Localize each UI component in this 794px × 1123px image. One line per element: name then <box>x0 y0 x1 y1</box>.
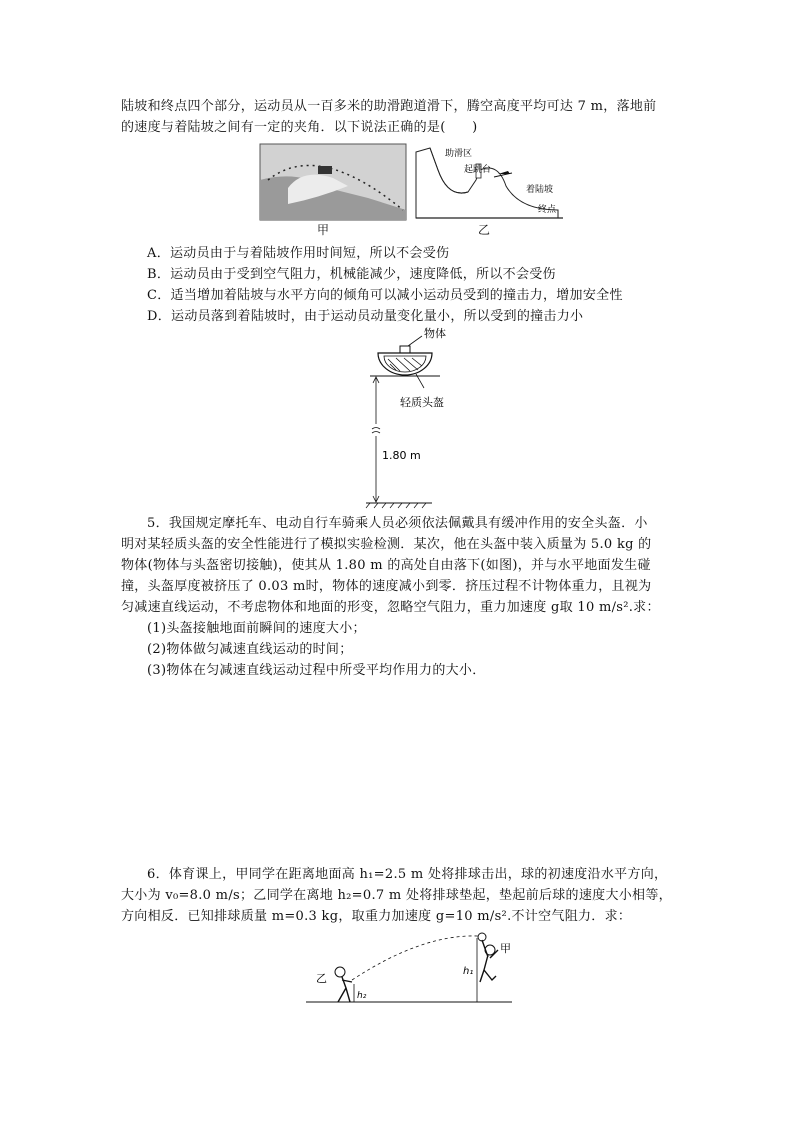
label-jia: 甲 <box>500 942 511 955</box>
object-block <box>400 346 410 353</box>
q6-line-1: 6．体育课上，甲同学在距离地面高 h₁=2.5 m 处将排球击出，球的初速度沿水平方向， <box>147 867 668 882</box>
q5-line-4: 撞，头盔厚度被挤压了 0.03 m时，物体的速度减小到零．挤压过程不计物体重力，且视为 <box>121 579 652 594</box>
intro-line-1: 陆坡和终点四个部分，运动员从一百多米的助滑跑道滑下，腾空高度平均可达 7 m，落地前 <box>121 99 657 114</box>
figure-label-jia: 甲 <box>317 223 330 237</box>
photo-skier <box>318 166 332 174</box>
volleyball <box>478 933 486 941</box>
ball-trajectory <box>352 936 478 980</box>
q5-sub-2: (2)物体做匀减速直线运动的时间； <box>147 642 353 657</box>
ski-jump-figure <box>258 140 568 236</box>
h1-label: h₁ <box>463 966 474 977</box>
person-jia <box>480 940 498 982</box>
q5-line-3: 物体(物体与头盔密切接触)，使其从 1.80 m 的高处自由落下(如图)，并与水平地面发生碰 <box>121 558 651 573</box>
intro-line-2: 的速度与着陆坡之间有一定的夹角．以下说法正确的是( ) <box>121 120 478 135</box>
q6-line-2: 大小为 v₀=8.0 m/s；乙同学在离地 h₂=0.7 m 处将排球垫起，垫起前后球的速度大小相等， <box>121 888 672 903</box>
q5-sub-1: (1)头盔接触地面前瞬间的速度大小； <box>147 621 366 636</box>
person-yi <box>335 967 352 1002</box>
label-yi: 乙 <box>316 972 327 985</box>
option-a: A．运动员由于与着陆坡作用时间短，所以不会受伤 <box>147 246 450 261</box>
label-qitiaotai: 起跳台 <box>464 165 492 175</box>
q5-line-1: 5．我国规定摩托车、电动自行车骑乘人员必须依法佩戴具有缓冲作用的安全头盔．小 <box>147 516 648 531</box>
height-label: 1.80 m <box>382 449 421 462</box>
ground-hatch <box>366 503 426 508</box>
helmet-drop-figure <box>360 326 490 510</box>
object-label: 物体 <box>424 327 446 340</box>
break-mark <box>372 428 380 434</box>
helmet-label: 轻质头盔 <box>400 396 444 409</box>
option-b: B．运动员由于受到空气阻力，机械能减少，速度降低，所以不会受伤 <box>147 267 556 282</box>
q5-sub-3: (3)物体在匀减速直线运动过程中所受平均作用力的大小． <box>147 663 486 678</box>
figure-label-yi: 乙 <box>478 223 491 237</box>
label-zhuhuaqu: 助滑区 <box>445 149 473 159</box>
volleyball-figure <box>302 928 516 1008</box>
h2-label: h₂ <box>357 991 367 1001</box>
q5-line-2: 明对某轻质头盔的安全性能进行了模拟实验检测．某次，他在头盔中装入质量为 5.0 kg 的 <box>121 537 652 552</box>
q5-line-5: 匀减速直线运动，不考虑物体和地面的形变，忽略空气阻力，重力加速度 g取 10 m/s².求： <box>121 600 660 615</box>
q6-line-3: 方向相反．已知排球质量 m=0.3 kg，取重力加速度 g=10 m/s².不计空气阻力．求： <box>121 909 632 924</box>
option-c: C．适当增加着陆坡与水平方向的倾角可以减小运动员受到的撞击力，增加安全性 <box>147 288 623 303</box>
ski-diagram <box>416 147 563 218</box>
label-zhuoluopo: 着陆坡 <box>526 185 554 195</box>
option-d: D．运动员落到着陆坡时，由于运动员动量变化量小，所以受到的撞击力小 <box>147 309 584 324</box>
label-zhongdian: 终点 <box>538 205 557 215</box>
